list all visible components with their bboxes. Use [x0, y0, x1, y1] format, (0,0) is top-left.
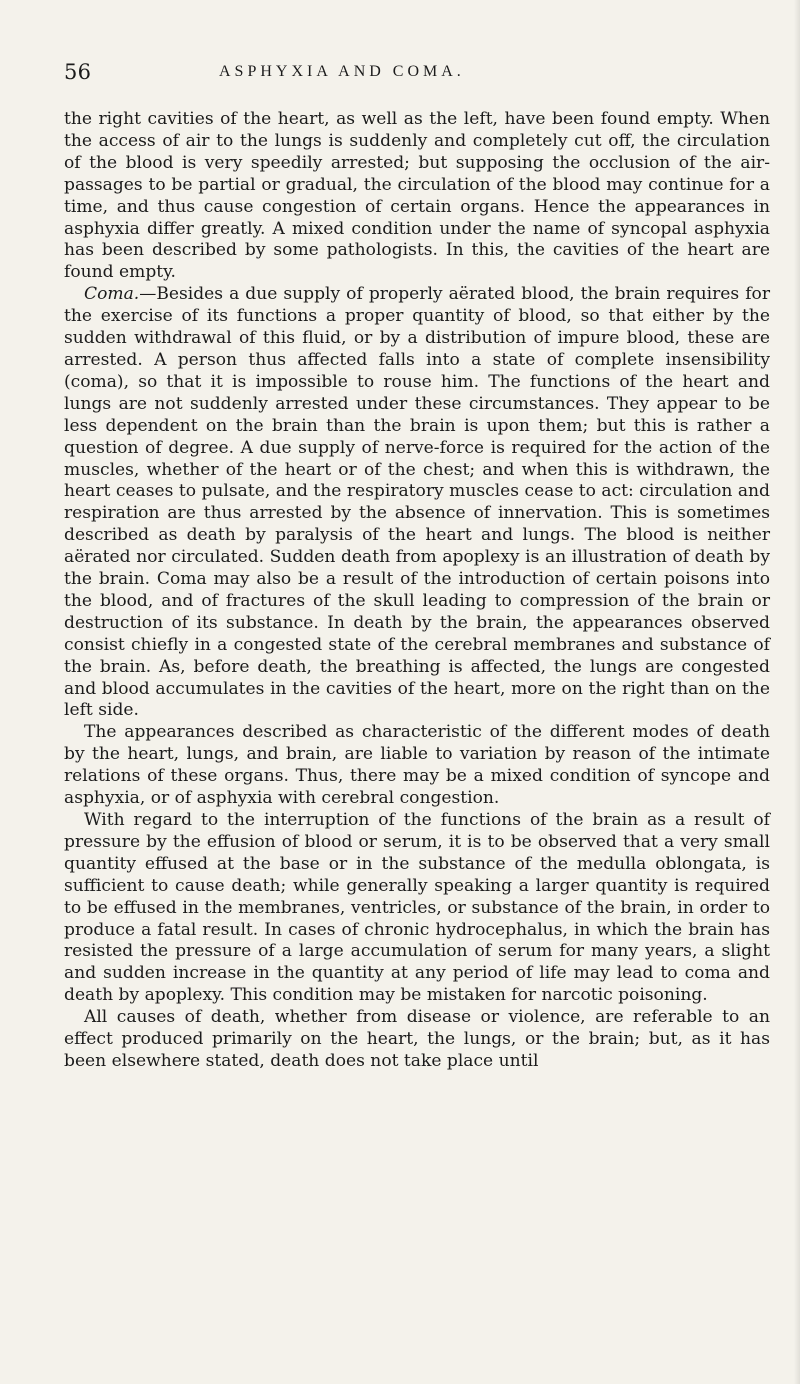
paragraph-modes-of-death: [64, 722, 770, 810]
paragraph-text: With regard to the interruption of the functions of the brain as a result of pressure by the effusion of blood or serum, it is to be observed that a very small quantity effused at the base or in the substance of the medulla oblongata, is sufficient to cause death; while generally speaking a larger quantity is required to be effused in the membranes, ventricles, or substance of the brain, in order to produce a fatal result. In cases of chronic hydrocephalus, in which the brain has resisted the pressure of a large accumulation of serum for many years, a slight and sudden increase in the quantity at any period of life may lead to coma and death by apoplexy. This condition may be mistaken for narcotic poisoning.: [64, 810, 770, 1006]
paragraph-text: The appearances described as characteristic of the different modes of death by the heart, lungs, and brain, are liable to variation by reason of the intimate relations of these organs. Thus, there may be a mixed condition of syncope and asphyxia, or of asphyxia with cerebral congestion.: [64, 722, 770, 809]
paragraph-continuation: [64, 109, 770, 284]
page-edge-shadow: [794, 0, 800, 1384]
running-head: ASPHYXIA AND COMA.: [219, 63, 465, 80]
paragraph-coma: [64, 284, 770, 722]
page-header: [64, 60, 764, 86]
body-text: [64, 109, 770, 1073]
paragraph-effusion: [64, 810, 770, 1007]
paragraph-causes-of-death: [64, 1007, 770, 1073]
paragraph-text: All causes of death, whether from disease or violence, are referable to an effect produced primarily on the heart, the lungs, or the brain; but, as it has been elsewhere stated, death does not take place until: [64, 1007, 770, 1071]
paragraph-text: the right cavities of the heart, as well as the left, have been found empty. When the access of air to the lungs is suddenly and completely cut off, the circulation of the blood is very speedily arrested; but supposing the occlusion of the air-passages to be partial or gradual, the circulation of the blood may continue for a time, and thus cause congestion of certain organs. Hence the appearances in asphyxia differ greatly. A mixed condition under the name of syncopal asphyxia has been described by some pathologists. In this, the cavities of the heart are found empty.: [64, 109, 770, 283]
page-number: 56: [64, 60, 92, 84]
section-lead-coma: Coma.: [84, 284, 140, 305]
paragraph-text: —Besides a due supply of properly aërated blood, the brain requires for the exercise of its functions a proper quantity of blood, so that either by the sudden withdrawal of this fluid, or by a distribution of impure blood, these are arrested. A person thus affected falls into a state of complete insensibility (coma), so that it is impossible to rouse him. The functions of the heart and lungs are not suddenly arrested under these circumstances. They appear to be less dependent on the brain than the brain is upon them; but this is rather a question of degree. A due supply of nerve-force is required for the action of the muscles, whether of the heart or of the chest; and when this is withdrawn, the heart ceases to pulsate, and the respiratory muscles cease to act: circulation and respiration are thus arrested by the absence of innervation. This is sometimes described as death by paralysis of the heart and lungs. The blood is neither aërated nor circulated. Sudden death from apoplexy is an illustration of death by the brain. Coma may also be a result of the introduction of certain poisons into the blood, and of fractures of the skull leading to compression of the brain or destruction of its substance. In death by the brain, the appearances observed consist chiefly in a congested state of the cerebral membranes and substance of the brain. As, before death, the breathing is affected, the lungs are congested and blood accumulates in the cavities of the heart, more on the right than on the left side.: [64, 284, 770, 721]
